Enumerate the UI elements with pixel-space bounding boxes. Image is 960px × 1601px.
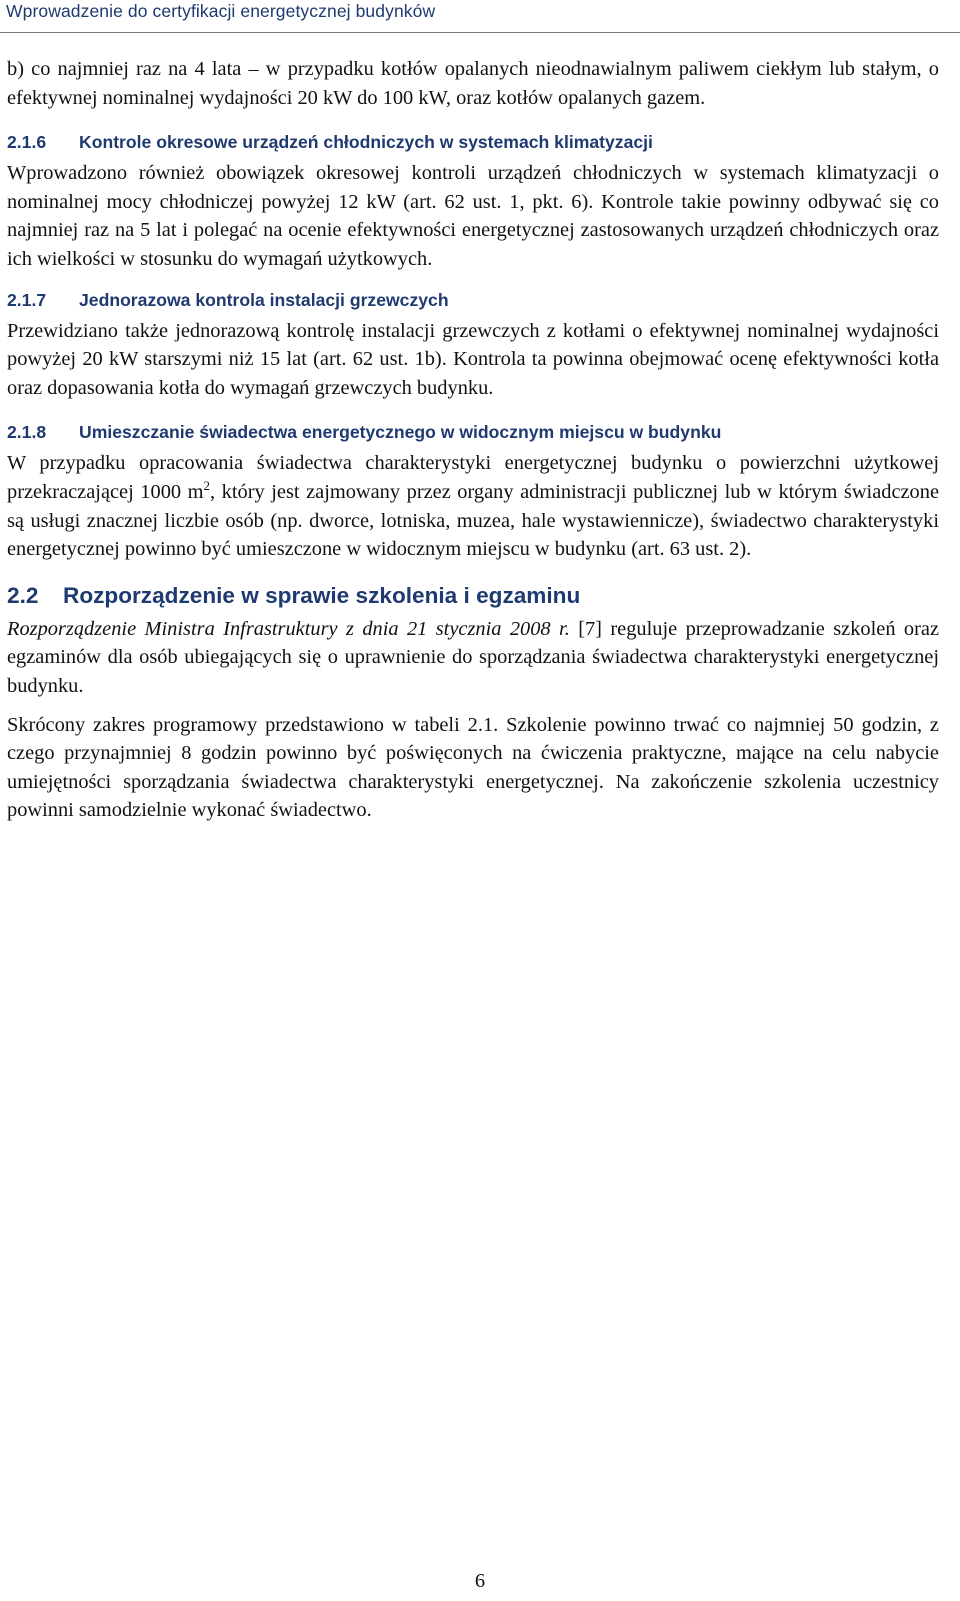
section-title: Rozporządzenie w sprawie szkolenia i egzaminu [63, 582, 581, 608]
paragraph-b: b) co najmniej raz na 4 lata – w przypadku kotłów opalanych nieodnawialnym paliwem ciekłym lub stałym, o efektywnej nominalnej wydajności 20 kW do 100 kW, oraz kotłów opalanych gazem. [7, 58, 939, 109]
section-number: 2.1.6 [7, 132, 47, 153]
text-segment: [7] reguluje przeprowadzanie szkoleń oraz egzaminów dla osób ubiegających się o uprawnienie do sporządzania świadectwa charakterystyki energetycznej budynku. [7, 617, 939, 697]
text-segment: W przypadku opracowania świadectwa charakterystyki energetycznej budynku o powierzchni użytkowej przekraczającej 1000 m [7, 452, 939, 503]
document-title: Wprowadzenie do certyfikacji energetycznej budynków [6, 1, 436, 21]
paragraph-2-1-7: Przewidziano także jednorazową kontrolę instalacji grzewczych z kotłami o efektywnej nominalnej wydajności powyżej 20 kW starszymi niż 15 lat (art. 62 ust. 1b). Kontrola ta powinna obejmować ocenę efektywności kotła oraz dopasowania kotła do wymagań grzewczych budynku. [7, 319, 939, 399]
section-heading-2-2 [7, 580, 939, 612]
running-header [0, 0, 960, 33]
paragraph-2-2-a [7, 615, 939, 701]
section-number: 2.1.7 [7, 289, 47, 310]
regulation-title: Rozporządzenie Ministra Infrastruktury z dnia 21 stycznia 2008 r. [7, 617, 570, 640]
paragraph-2-1-6: Wprowadzono również obowiązek okresowej kontroli urządzeń chłodniczych w systemach klimatyzacji o nominalnej mocy chłodniczej powyżej 12 kW (art. 62 ust. 1, pkt. 6). Kontrole takie powinny odbywać się co najmniej raz na 5 lat i polegać na ocenie efektywności energetycznej zastosowanych urządzeń chłodniczych oraz ich wielkości w stosunku do wymagań użytkowych. [7, 162, 939, 270]
text-segment: , który jest zajmowany przez organy administracji publicznej lub w którym świadczone są usługi znacznej liczbie osób (np. dworce, lotniska, muzea, hale wystawiennicze), świadectwo charakterystyki energetycznej powinno być umieszczone w widocznym miejscu w budynku (art. 63 ust. 2). [7, 480, 940, 561]
section-title: Umieszczanie świadectwa energetycznego w widocznym miejscu w budynku [79, 422, 722, 443]
section-title: Kontrole okresowe urządzeń chłodniczych w systemach klimatyzacji [79, 132, 653, 153]
paragraph-2-2-b: Skrócony zakres programowy przedstawiono w tabeli 2.1. Szkolenie powinno trwać co najmniej 50 godzin, z czego przynajmniej 8 godzin powinno być poświęconych na ćwiczenia praktyczne, mające na celu nabycie umiejętności sporządzania świadectwa charakterystyki energetycznej. Na zakończenie szkolenia uczestnicy powinni samodzielnie wykonać świadectwo. [7, 713, 939, 822]
superscript: 2 [203, 477, 210, 493]
section-heading-2-1-8 [7, 418, 939, 446]
paragraph-2-1-8 [7, 449, 939, 563]
section-heading-2-1-6 [7, 128, 939, 156]
page-content [7, 55, 939, 825]
section-title: Jednorazowa kontrola instalacji grzewczych [79, 289, 449, 310]
section-heading-2-1-7 [7, 286, 939, 314]
section-number: 2.1.8 [7, 422, 47, 443]
page-number: 6 [474, 1570, 486, 1592]
section-number: 2.2 [7, 582, 39, 608]
